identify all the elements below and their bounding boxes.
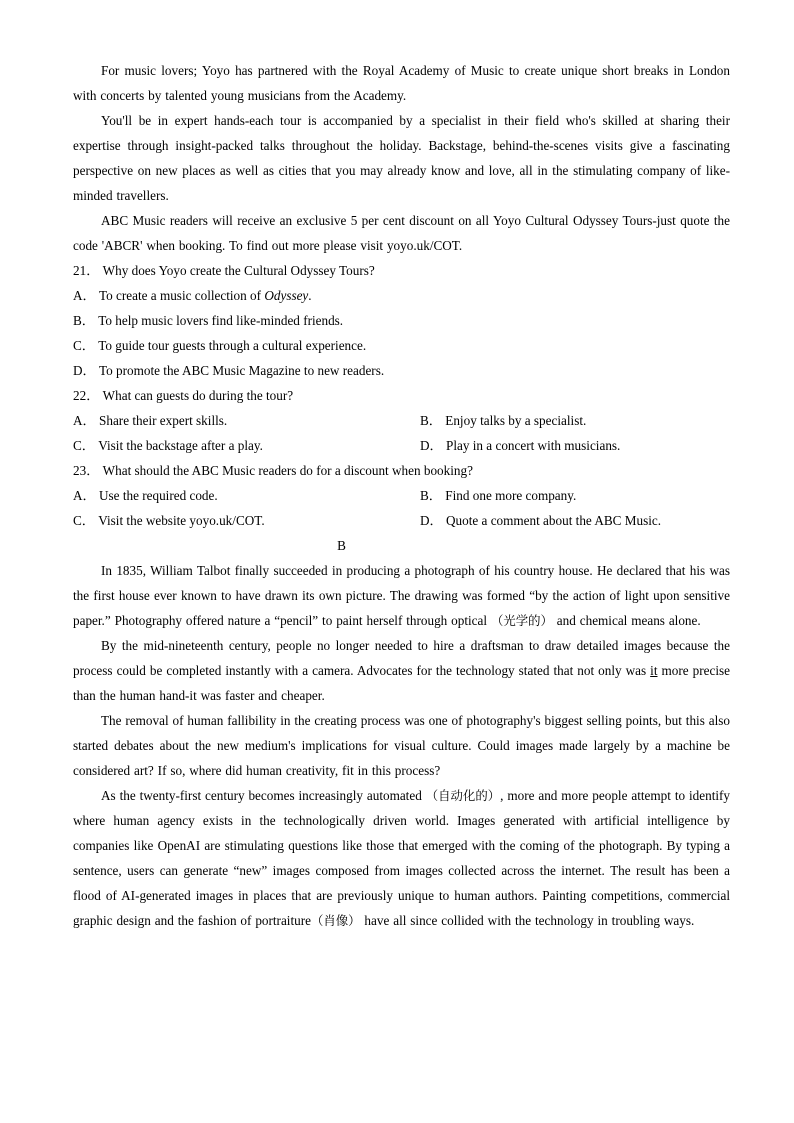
gloss-portraiture-chinese: （肖像） bbox=[310, 913, 361, 928]
question-21-option-a[interactable] bbox=[73, 283, 730, 308]
underlined-word-it: it bbox=[650, 663, 658, 678]
passage-a bbox=[73, 58, 730, 258]
passage-a-paragraph-3: ABC Music readers will receive an exclusive 5 per cent discount on all Yoyo Cultural Odyssey Tours-just quote the code 'ABCR' when booking. To find out more please visit yoyo.uk/COT. bbox=[73, 213, 730, 253]
option-marker: C． bbox=[73, 338, 95, 353]
question-22-option-b[interactable] bbox=[420, 408, 730, 433]
passage-b-paragraph-2 bbox=[73, 633, 730, 708]
gloss-automated-chinese: （自动化的） bbox=[425, 788, 501, 803]
question-22-stem bbox=[73, 383, 730, 408]
paragraph-text-tail: more precise than the human hand-it was faster and cheaper. bbox=[73, 663, 730, 703]
option-marker: D． bbox=[420, 513, 443, 528]
question-21-text: Why does Yoyo create the Cultural Odyssey Tours? bbox=[102, 263, 375, 278]
question-23-option-c[interactable] bbox=[73, 508, 420, 533]
question-23-number: 23． bbox=[73, 463, 100, 478]
paragraph-text-tail: have all since collided with the technology in troubling ways. bbox=[360, 913, 695, 928]
question-23-option-b[interactable] bbox=[420, 483, 730, 508]
question-23-option-a[interactable] bbox=[73, 483, 420, 508]
option-text: Find one more company. bbox=[445, 488, 577, 503]
option-marker: B． bbox=[73, 313, 95, 328]
option-text: To promote the ABC Music Magazine to new readers. bbox=[99, 363, 385, 378]
paragraph-text: By the mid-nineteenth century, people no longer needed to hire a draftsman to draw detailed images because the process could be completed instantly with a camera. Advocates for the technology stated that not only was bbox=[73, 638, 730, 678]
question-21 bbox=[73, 258, 730, 383]
option-text: To guide tour guests through a cultural experience. bbox=[98, 338, 367, 353]
passage-b-paragraph-3: The removal of human fallibility in the creating process was one of photography's biggest selling points, but this also started debates about the new medium's implications for visual culture. Could images made largely by a machine be considered art? If so, where did human creativity, fit in this process? bbox=[73, 713, 730, 778]
question-21-option-d[interactable] bbox=[73, 358, 730, 383]
question-22-option-a[interactable] bbox=[73, 408, 420, 433]
option-marker: A． bbox=[73, 488, 96, 503]
option-text: To create a music collection of bbox=[99, 288, 265, 303]
option-marker: B． bbox=[420, 488, 442, 503]
option-text: Enjoy talks by a specialist. bbox=[445, 413, 587, 428]
question-22-number: 22． bbox=[73, 388, 100, 403]
question-22-option-c[interactable] bbox=[73, 433, 420, 458]
question-21-number: 21． bbox=[73, 263, 100, 278]
option-marker: A． bbox=[73, 288, 96, 303]
option-text: Use the required code. bbox=[99, 488, 218, 503]
option-text: Visit the website yoyo.uk/COT. bbox=[98, 513, 265, 528]
option-marker: A． bbox=[73, 413, 96, 428]
question-22-option-d[interactable] bbox=[420, 433, 730, 458]
question-21-stem bbox=[73, 258, 730, 283]
question-23 bbox=[73, 458, 730, 533]
section-b-label: B bbox=[337, 538, 346, 553]
question-22 bbox=[73, 383, 730, 458]
question-23-option-row-1 bbox=[73, 483, 730, 508]
question-21-option-b[interactable] bbox=[73, 308, 730, 333]
option-text: Quote a comment about the ABC Music. bbox=[446, 513, 662, 528]
option-marker: C． bbox=[73, 438, 95, 453]
question-22-option-row-1 bbox=[73, 408, 730, 433]
option-text-tail: . bbox=[308, 288, 312, 303]
question-23-option-row-2 bbox=[73, 508, 730, 533]
passage-b-paragraph-4 bbox=[73, 783, 730, 933]
option-text: To help music lovers find like-minded friends. bbox=[98, 313, 344, 328]
option-text: Visit the backstage after a play. bbox=[98, 438, 263, 453]
question-21-option-c[interactable] bbox=[73, 333, 730, 358]
option-text: Play in a concert with musicians. bbox=[446, 438, 621, 453]
paragraph-text: As the twenty-first century becomes increasingly automated bbox=[101, 788, 426, 803]
paragraph-text: In 1835, William Talbot finally succeeded in producing a photograph of his country house. He declared that his was the first house ever known to have drawn its own picture. The drawing was formed “by the action of light upon sensitive paper.” Photography offered nature a “pencil” to paint herself through optical bbox=[73, 563, 730, 628]
option-marker: D． bbox=[73, 363, 96, 378]
paragraph-text-mid: , more and more people attempt to identify where human agency exists in the technologically driven world. Images generated with artificial intelligence by companies like OpenAI are stimulating questions like those that emerged with the coming of the photograph. By typing a sentence, users can generate “new” images composed from images collected across the internet. The result has been a flood of AI-generated images in places that are previously unique to human authors. Painting competitions, commercial graphic design and the fashion of portraiture bbox=[73, 788, 731, 928]
passage-a-paragraph-1: For music lovers; Yoyo has partnered with the Royal Academy of Music to create unique short breaks in London with concerts by talented young musicians from the Academy. bbox=[73, 63, 730, 103]
option-marker: D． bbox=[420, 438, 443, 453]
passage-b-paragraph-1 bbox=[73, 558, 730, 633]
passage-b bbox=[73, 558, 730, 933]
option-marker: C． bbox=[73, 513, 95, 528]
option-marker: B． bbox=[420, 413, 442, 428]
gloss-optical-chinese: （光学的） bbox=[490, 613, 553, 628]
option-text: Share their expert skills. bbox=[99, 413, 228, 428]
question-23-option-d[interactable] bbox=[420, 508, 730, 533]
option-text-italic: Odyssey bbox=[264, 288, 309, 303]
question-23-stem bbox=[73, 458, 730, 483]
passage-a-paragraph-2: You'll be in expert hands-each tour is accompanied by a specialist in their field who's skilled at sharing their expertise through insight-packed talks throughout the holiday. Backstage, behind-the-scenes visits give a fascinating perspective on new places as well as cities that you may already know and love, all in the stimulating company of like-minded travellers. bbox=[73, 113, 730, 203]
question-23-text: What should the ABC Music readers do for a discount when booking? bbox=[102, 463, 473, 478]
question-22-text: What can guests do during the tour? bbox=[102, 388, 294, 403]
question-22-option-row-2 bbox=[73, 433, 730, 458]
paragraph-text-tail: and chemical means alone. bbox=[552, 613, 701, 628]
